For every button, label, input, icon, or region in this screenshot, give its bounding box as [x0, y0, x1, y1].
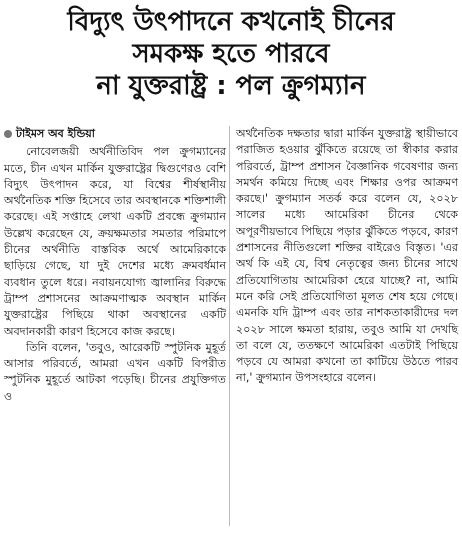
bullet-icon — [4, 130, 12, 138]
paragraph: তিনি বলেন, 'তবুও, আরেকটি স্পুটনিক মুহূর্ত আসার পরিবর্তে, আমরা এখন একটি বিপরীত স্পুটনিক মুহূর্তে আটকা পড়েছি। চীনের প্রযুক্তিগত ও — [4, 340, 226, 403]
headline-line-1: বিদ্যুৎ উৎপাদনে কখনোই চীনের — [67, 7, 395, 37]
headline-line-3: না যুক্তরাষ্ট্র : পল ক্রুগম্যান — [96, 71, 366, 101]
paragraph: অর্থনৈতিক দক্ষতার দ্বারা মার্কিন যুক্তরাষ্ট্র স্থায়ীভাবে পরাজিত হওয়ার ঝুঁকিতে রয়েছে তা স্বীকার করার পরিবর্তে, ট্রাম্প প্রশাসন বৈজ্ঞানিক গবেষণার জন্য সমর্থন কমিয়ে দিচ্ছে এবং শিক্ষার ওপর আক্রমণ করছে।' ক্রুগম্যান সতর্ক করে বলেন যে, ২০২৮ সালের মধ্যে আমেরিকা চীনের থেকে অপূরণীয়ভাবে পিছিয়ে পড়ার ঝুঁকিতে পড়বে, কারণ প্রশাসনের নীতিগুলো শক্তির বাইরেও বিস্তৃত। 'এর অর্থ কি এই যে, বিশ্ব নেতৃত্বের জন্য চীনের সাথে প্রতিযোগিতায় আমেরিকা হেরে যাচ্ছে? না, আমি মনে করি সেই প্রতিযোগিতা মূলত শেষ হয়ে গেছে। এমনকি যদি ট্রাম্প এবং তার নাশকতাকারীদের দল ২০২৮ সালে ক্ষমতা হারায়, তবুও আমি যা দেখছি তা বলে যে, ততক্ষণে আমেরিকা এতটাই পিছিয়ে পড়বে যে আমরা কখনো তা কাটিয়ে উঠতে পারব না,' ক্রুগম্যান উপসংহারে বলেন। — [236, 127, 458, 385]
column-divider — [229, 126, 230, 526]
right-column — [236, 126, 458, 387]
headline-line-2: সমকক্ষ হতে পারবে — [132, 39, 330, 69]
byline — [4, 126, 226, 142]
left-column — [4, 126, 226, 405]
headline — [0, 6, 462, 102]
byline-source: টাইমস অব ইন্ডিয়া — [16, 127, 95, 140]
paragraph: নোবেলজয়ী অর্থনীতিবিদ পল ক্রুগম্যানের মতে, চীন এখন মার্কিন যুক্তরাষ্ট্রের দ্বিগুণেরও বেশি বিদ্যুৎ উৎপাদন করে, যা বিশ্বের শীর্ষস্থানীয় অর্থনৈতিক শক্তি হিসেবে তার অবস্থানকে শক্তিশালী করেছে। এই সপ্তাহে লেখা একটি প্রবন্ধে ক্রুগম্যান উল্লেখ করেছেন যে, ক্রয়ক্ষমতার সমতার পরিমাপে চীনের অর্থনীতি বাস্তবিক অর্থে আমেরিকাকে ছাড়িয়ে গেছে, যা দুই দেশের মধ্যে ক্রমবর্ধমান ব্যবধান তুলে ধরে। নবায়নযোগ্য জ্বালানির বিরুদ্ধে ট্রাম্প প্রশাসনের আক্রমণাত্মক অবস্থান মার্কিন যুক্তরাষ্ট্রের পিছিয়ে থাকা অবস্থানের একটি অবদানকারী কারণ হিসেবে কাজ করছে। — [4, 145, 226, 338]
